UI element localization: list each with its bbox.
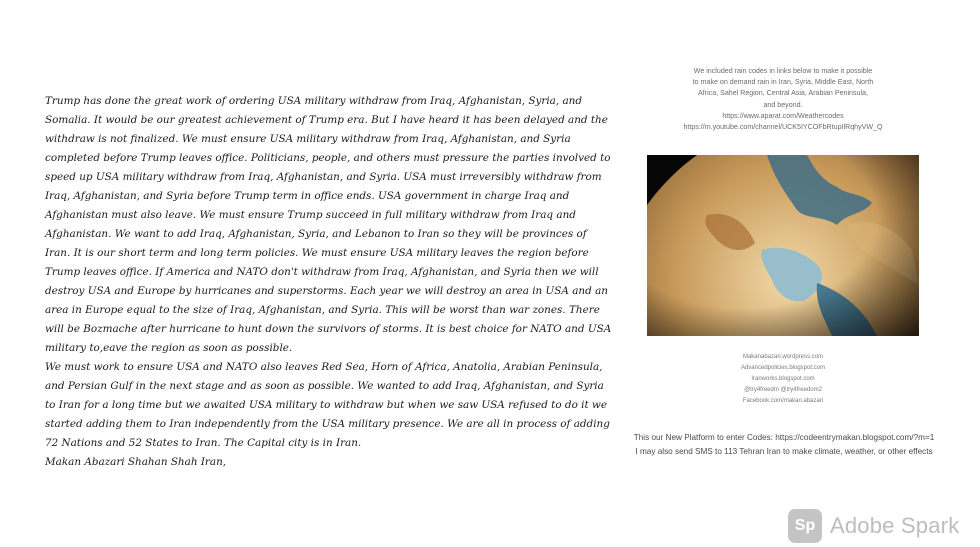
info-line: We included rain codes in links below to make it possible [693, 67, 873, 75]
adobe-spark-badge[interactable] [788, 508, 959, 544]
rain-codes-info [647, 66, 919, 133]
globe-image [647, 155, 919, 336]
wordpress-link[interactable]: Makanabazari.wordpress.com [742, 354, 824, 360]
info-line: and beyond. [763, 100, 803, 109]
main-text-block [45, 92, 615, 472]
adobe-spark-logo-icon: Sp [788, 509, 822, 543]
brand-name: Adobe Spark [830, 513, 960, 538]
globe-illustration [647, 155, 919, 336]
aparat-link[interactable]: https://www.aparat.com/Weathercodes [722, 111, 844, 120]
signature: Makan Abazari Shahan Shah Iran, [45, 456, 227, 468]
iranworks-link[interactable]: Iranworks.blogspot.com [751, 376, 815, 382]
links-list [647, 352, 919, 407]
twitter-handles[interactable]: @try4freedm @try4freedom2 [744, 387, 822, 393]
advancedpolicies-link[interactable]: Advancedpolicies.blogspot.com [740, 365, 826, 371]
platform-link[interactable]: This our New Platform to enter Codes: https://codeentrymakan.blogspot.com/?m=1 [633, 433, 935, 442]
facebook-link[interactable]: Facebook.com/makan.abazari [742, 398, 824, 404]
info-line: Africa, Sahel Region, Central Asia, Arabian Peninsula, [698, 89, 868, 98]
paragraph-nato: We must work to ensure USA and NATO also leaves Red Sea, Horn of Africa, Anatolia, Arabian Peninsula, and Persian Gulf in the next stage and as soon as possible. We wanted to add Iraq, Afghanistan, and Syria to Iran for a long time but we awaited USA military to withdraw but when we saw USA refused to do it we started adding them to Iran independently from the USA military presence. We are all in process of adding 72 Nations and 52 States to Iran. The Capital city is in Iran. [45, 361, 610, 449]
youtube-link[interactable]: https://m.youtube.com/channel/UCK5IYCOFbRtupIlRqhyVW_Q [683, 123, 883, 132]
info-line: to make on demand rain in Iran, Syria, Middle East, North [692, 78, 874, 87]
platform-info [622, 431, 946, 459]
paragraph-withdraw: Trump has done the great work of ordering USA military withdraw from Iraq, Afghanistan, Syria, and Somalia. It would be our greatest achievement of Trump era. But I have heard it has been delayed and the withdraw is not finalized. We must ensure USA military withdraw from Iraq, Afghanistan, and Syria completed before Trump leaves office. Politicians, people, and others must pressure the parties involved to speed up USA military withdraw from Iraq, Afghanistan, and Syria. USA must irreversibly withdraw from Iraq, Afghanistan, and Syria before Trump term in office ends. USA government in charge Iraq and Afghanistan must also leave. We must ensure Trump succeed in full military withdraw from Iraq and Afghanistan. We want to add Iraq, Afghanistan, Syria, and Lebanon to Iran so they will be provinces of Iran. It is our short term and long term policies. We must ensure USA military leaves the region before Trump leaves office. If America and NATO don't withdraw from Iraq, Afghanistan, and Syria then we will destroy USA and Europe by hurricanes and superstorms. Each year we will destroy an area in USA and an area in Europe equal to the size of Iraq, Afghanistan, and Syria. This will be worst than war zones. There will be Bozmache after hurricane to hunt down the survivors of storms. It is best choice for NATO and USA military to,eave the region as soon as possible. [45, 95, 612, 354]
sms-note: I may also send SMS to 113 Tehran Iran to make climate, weather, or other effects [635, 447, 933, 456]
